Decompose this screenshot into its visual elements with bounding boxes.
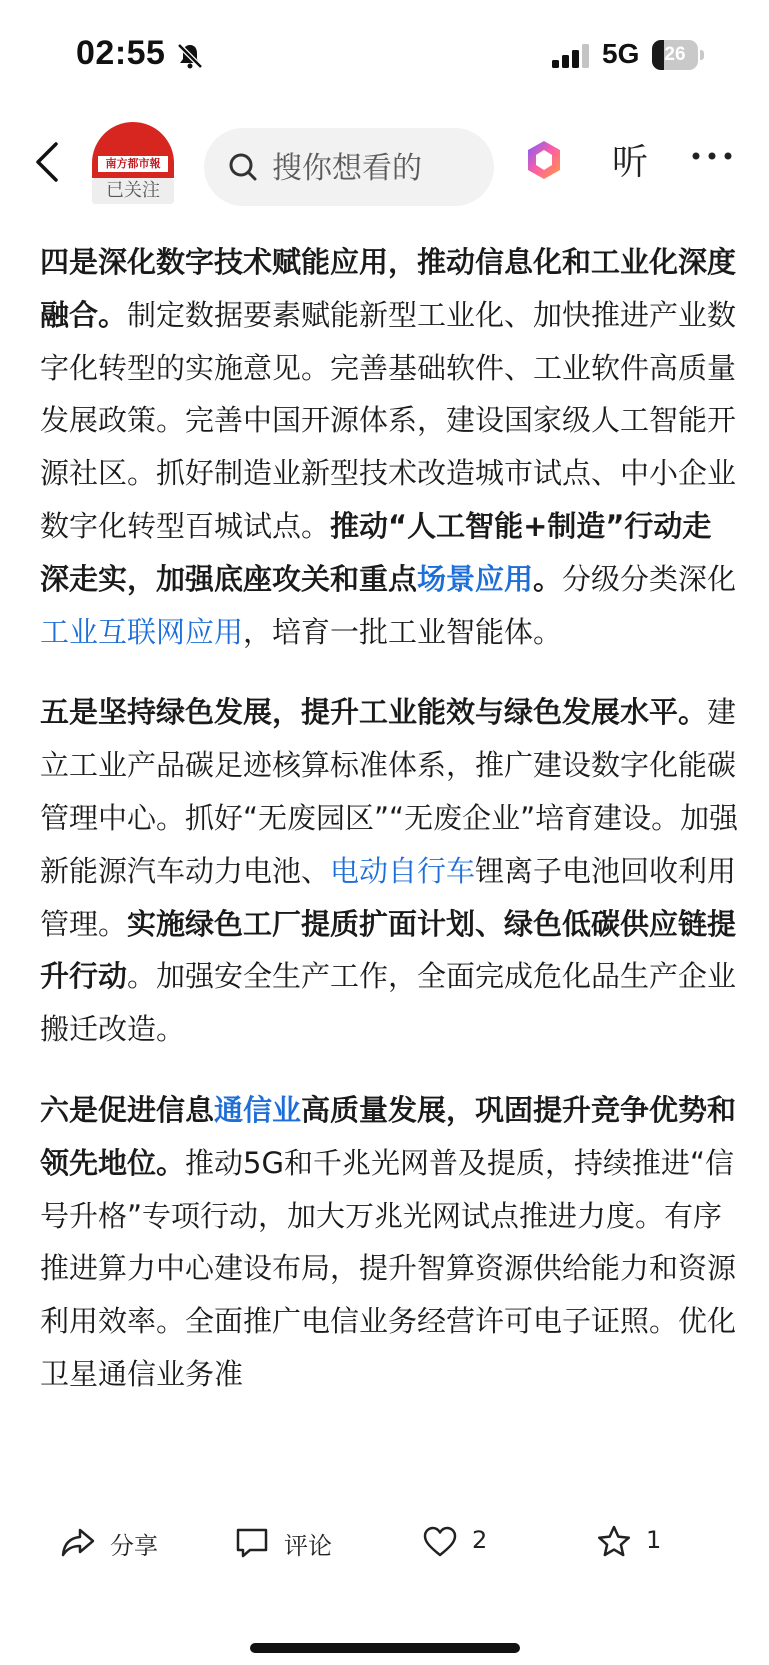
like-count: 2 <box>472 1526 488 1554</box>
comment-icon <box>234 1524 270 1560</box>
emphasis-text: 五是坚持绿色发展，提升工业能效与绿色发展水平。 <box>40 695 708 730</box>
body-text: ，培育一批工业智能体。 <box>243 614 563 649</box>
emphasis-text: 推动“人工智能+制造”行动走深走实，加强底座攻关和重点 <box>40 508 712 596</box>
signal-icon <box>552 44 590 68</box>
emphasis-text: 。 <box>533 561 563 596</box>
emphasis-text: 六是促进信息 <box>40 1092 215 1127</box>
bell-slash-icon <box>176 42 204 70</box>
keyword-link-telecom[interactable]: 通信业 <box>214 1092 302 1127</box>
article-paragraph <box>40 236 740 658</box>
battery-level: 26 <box>664 44 686 65</box>
status-bar <box>0 0 769 110</box>
article-paragraph <box>40 1084 740 1401</box>
search-icon <box>226 150 260 184</box>
listen-button[interactable]: 听 <box>612 142 649 183</box>
like-button[interactable] <box>422 1508 502 1578</box>
body-text: 锂离子电池回收利用管理。 <box>40 853 737 941</box>
article-body <box>40 236 740 1429</box>
article-paragraph <box>40 686 740 1056</box>
emphasis-text: 高质量发展，巩固提升竞争优势和领先地位。 <box>40 1092 737 1180</box>
search-bar[interactable] <box>204 128 494 206</box>
publisher-avatar[interactable] <box>92 122 174 204</box>
bottom-action-bar <box>0 1508 769 1578</box>
status-time: 02:55 <box>76 34 166 72</box>
keyword-link-e-bike[interactable]: 电动自行车 <box>330 853 476 888</box>
publisher-logo: 南方都市報 <box>98 156 168 172</box>
keyword-link-scene-application[interactable]: 场景应用 <box>417 561 534 596</box>
favorite-button[interactable] <box>596 1508 676 1578</box>
share-label: 分享 <box>110 1532 158 1560</box>
keyword-link-industrial-internet[interactable]: 工业互联网应用 <box>40 614 244 649</box>
emphasis-text: 四是深化数字技术赋能应用，推动信息化和工业化深度融合。 <box>40 245 737 332</box>
follow-status-badge[interactable]: 已关注 <box>92 178 174 204</box>
favorite-count: 1 <box>646 1526 662 1554</box>
comment-button[interactable] <box>234 1508 354 1578</box>
home-indicator[interactable] <box>250 1643 520 1653</box>
emphasis-text: 实施绿色工厂提质扩面计划、绿色低碳供应链提升行动 <box>40 906 737 994</box>
ai-assistant-icon[interactable] <box>522 138 566 182</box>
chevron-left-icon[interactable] <box>32 140 62 184</box>
battery-indicator <box>652 40 704 70</box>
network-type: 5G <box>602 38 640 69</box>
comment-label: 评论 <box>284 1532 332 1560</box>
body-text: 。加强安全生产工作，全面完成危化品生产企业搬迁改造。 <box>40 959 737 1047</box>
body-text: 制定数据要素赋能新型工业化、加快推进产业数字化转型的实施意见。完善基础软件、工业软件高质量发展政策。完善中国开源体系，建设国家级人工智能开源社区。抓好制造业新型技术改造城市试点、中小企业数字化转型百城试点。 <box>40 297 737 543</box>
body-text: 分级分类深化 <box>562 561 737 596</box>
more-icon[interactable] <box>690 150 734 162</box>
star-icon <box>596 1524 632 1560</box>
search-input[interactable] <box>270 142 484 194</box>
heart-icon <box>422 1524 458 1560</box>
body-text: 建立工业产品碳足迹核算标准体系，推广建设数字化能碳管理中心。抓好“无废园区”“无废企业”培育建设。加强新能源汽车动力电池、 <box>40 695 739 888</box>
share-icon <box>60 1524 96 1560</box>
share-button[interactable] <box>60 1508 180 1578</box>
top-nav-bar <box>0 110 769 210</box>
body-text: 推动5G和千兆光网普及提质，持续推进“信号升格”专项行动，加大万兆光网试点推进力度。有序推进算力中心建设布局，提升智算资源供给能力和资源利用效率。全面推广电信业务经营许可电子证照。优化卫星通信业务准 <box>40 1145 737 1391</box>
